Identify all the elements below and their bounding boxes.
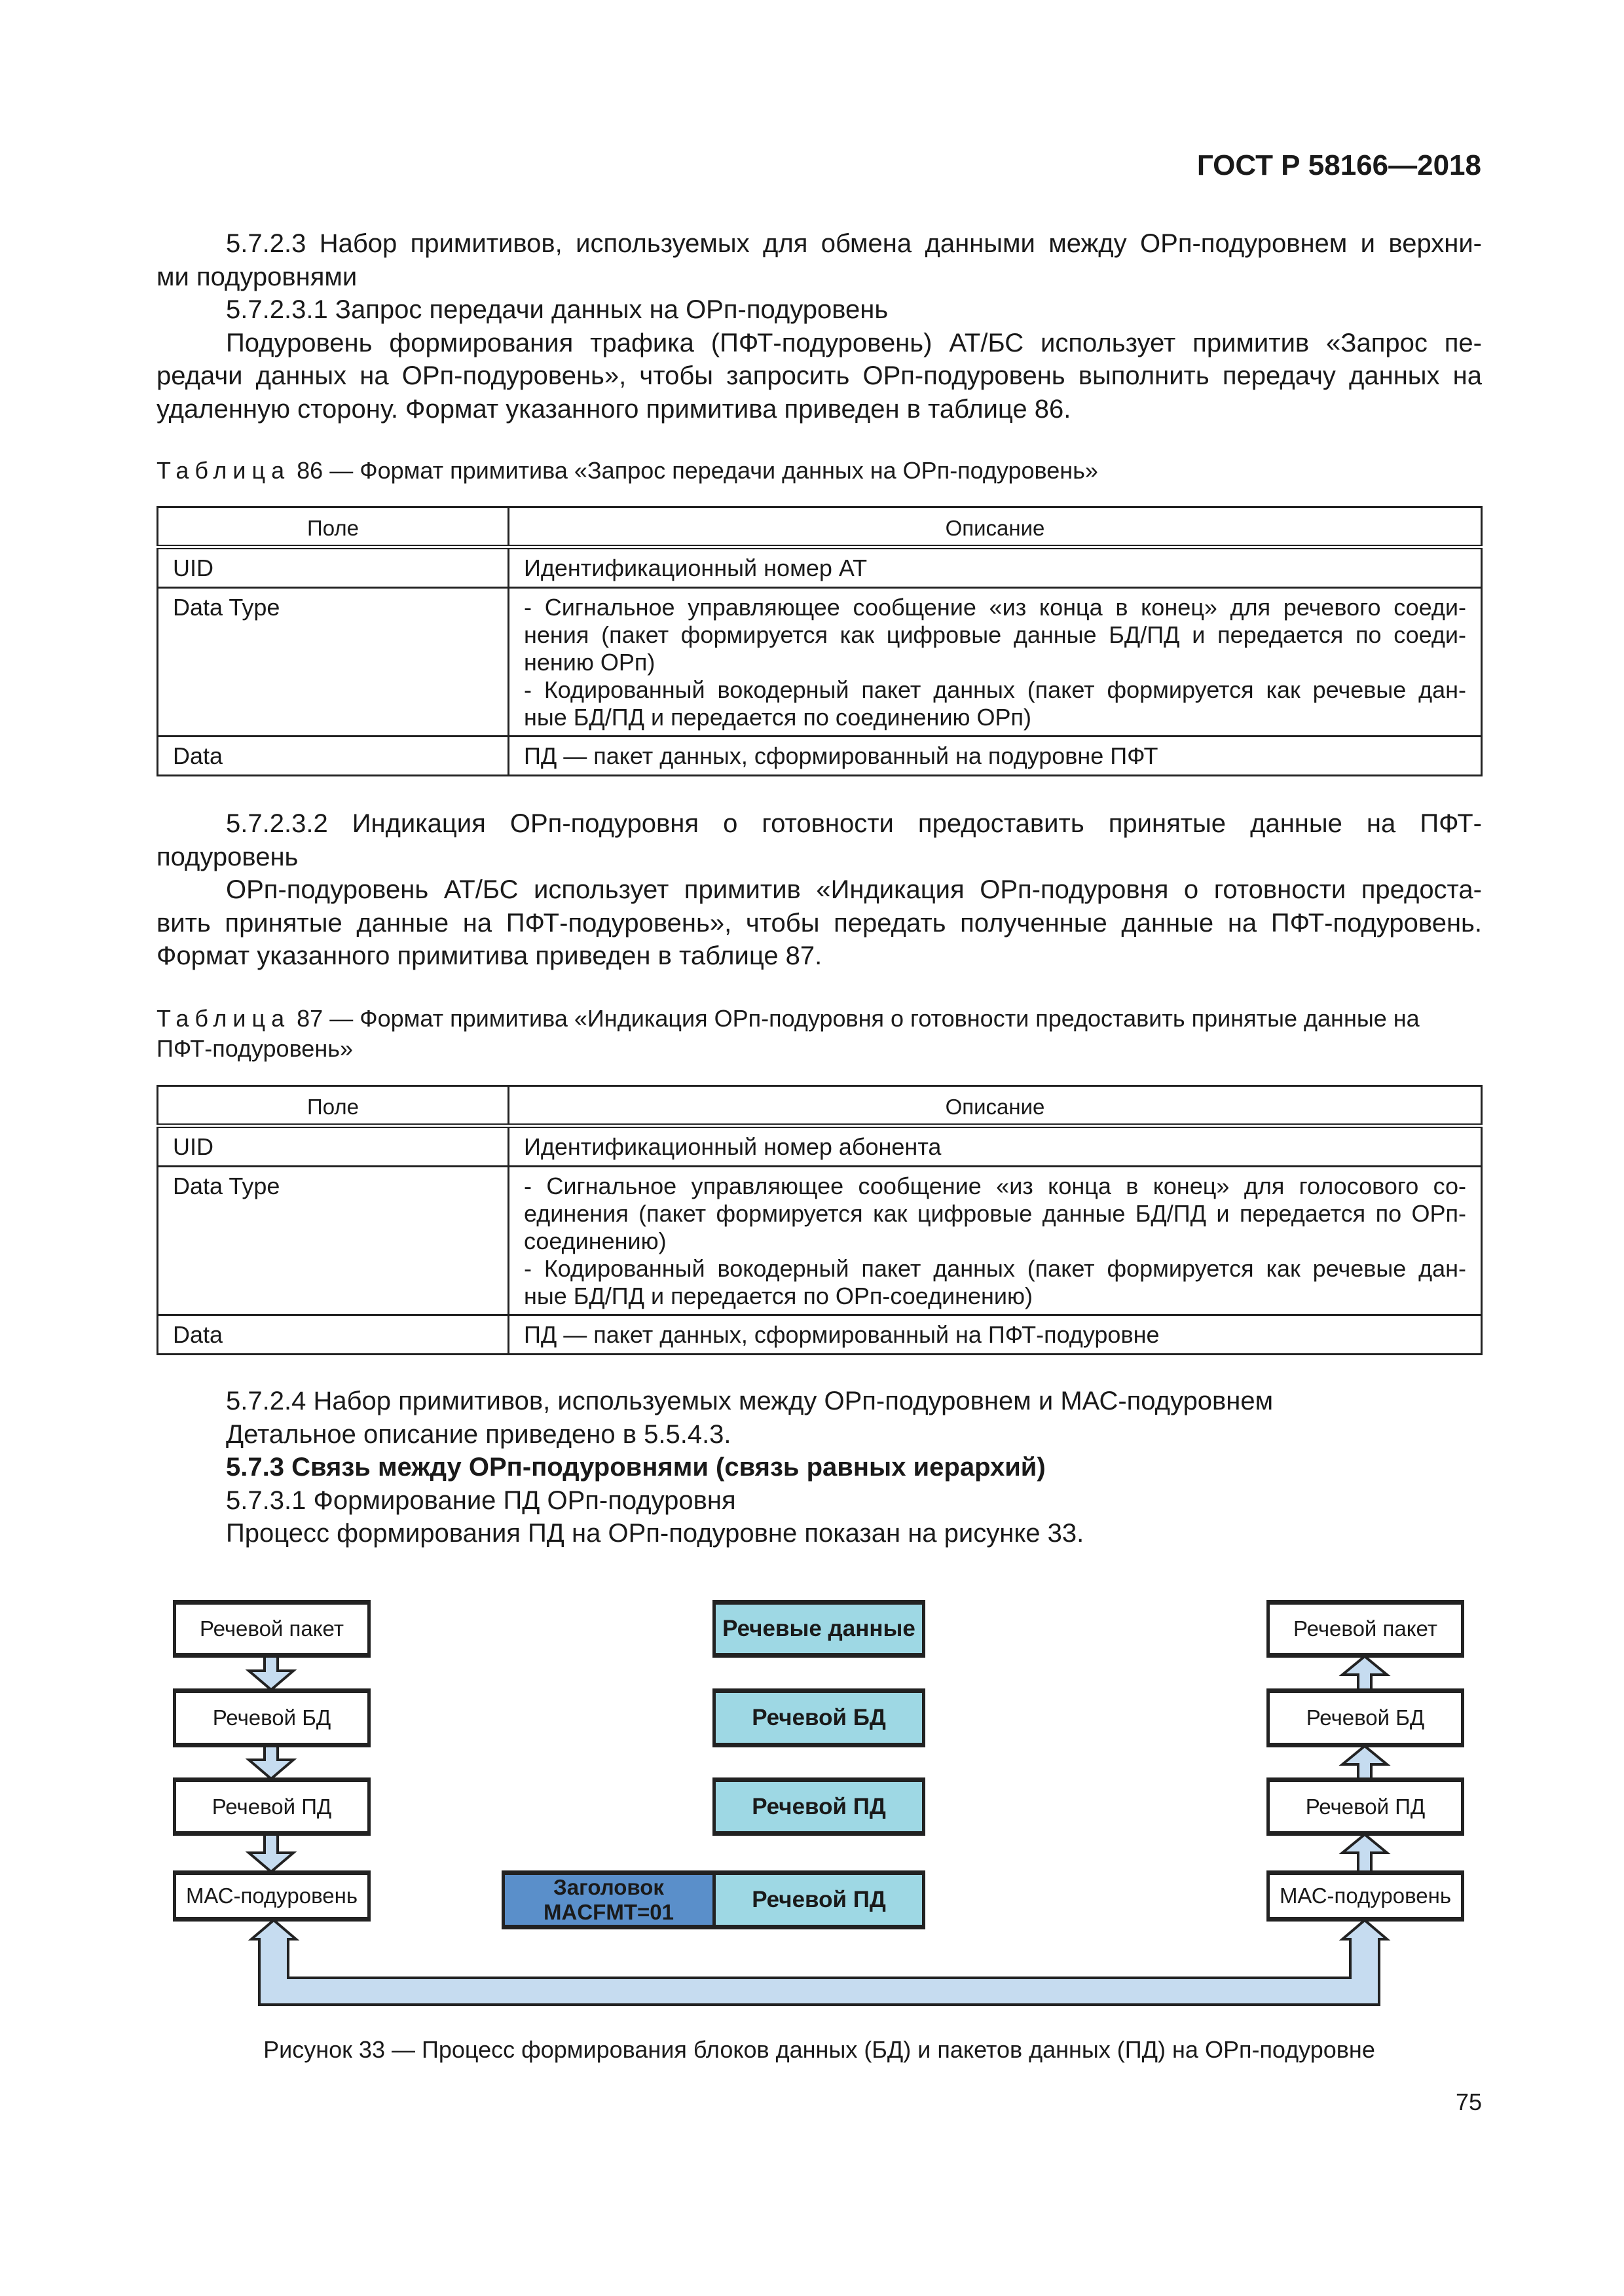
peer-connection-arrow (251, 1920, 1387, 2005)
description-line: Идентификационный номер АТ (524, 555, 868, 581)
arrow-up-icon (1342, 1656, 1387, 1690)
caption-text: 86 — Формат примитива «Запрос передачи данных на ОРп-подуровень» (290, 457, 1098, 484)
field-cell: Data Type (158, 1167, 509, 1315)
text-line: 5.7.3.1 Формирование ПД ОРп-подуровня (226, 1485, 736, 1515)
description-line: ные БД/ПД и передается по соединению ОРп) (524, 704, 1032, 731)
right-voice-packet-box: Речевой пакет (1266, 1600, 1464, 1658)
description-line: Идентификационный номер абонента (524, 1133, 942, 1160)
description-line: единения (пакет формируется как цифровые данные БД/ПД и передается по ОРп- (524, 1200, 1466, 1227)
field-cell: UID (158, 547, 509, 588)
description-line: - Кодированный вокодерный пакет данных (пакет формируется как речевые дан- (524, 676, 1466, 703)
arrow-up-icon (1342, 1746, 1387, 1779)
description-line: соединению) (524, 1228, 667, 1254)
description-line: нения (пакет формируется как цифровые данные БД/ПД и передается по соеди- (524, 621, 1466, 648)
mac-header-box (502, 1870, 716, 1929)
description-line: нению ОРп) (524, 649, 655, 676)
macfmt-label: MACFMT=01 (544, 1900, 674, 1924)
right-voice-pd-box: Речевой ПД (1266, 1777, 1464, 1836)
text-line: 5.7.2.4 Набор примитивов, используемых между ОРп-подуровнем и МАС-подуровнем (226, 1387, 1274, 1415)
left-mac-sublayer-box: МАС-подуровень (173, 1870, 371, 1922)
text-line: Формат указанного примитива приведен в таблице 87. (157, 941, 822, 970)
column-header: Описание (509, 507, 1482, 547)
caption-label: Таблица (157, 1005, 291, 1032)
description-line: ПД — пакет данных, сформированный на ПФТ-подуровне (524, 1321, 1160, 1348)
text-line: подуровень (157, 842, 299, 871)
right-mac-sublayer-box: МАС-подуровень (1266, 1870, 1464, 1922)
column-header: Описание (509, 1086, 1482, 1126)
caption-text: 87 — Формат примитива «Индикация ОРп-подуровня о готовности предоставить принятые данные на (290, 1005, 1420, 1032)
field-cell: Data (158, 737, 509, 776)
description-line: ПД — пакет данных, сформированный на подуровне ПФТ (524, 742, 1158, 769)
caption-label: Таблица (157, 457, 291, 484)
field-cell: Data (158, 1315, 509, 1355)
description-line: - Сигнальное управляющее сообщение «из конца в конец» для речевого соеди- (524, 594, 1466, 621)
text-line: Процесс формирования ПД на ОРп-подуровне показан на рисунке 33. (226, 1519, 1084, 1548)
arrow-up-icon (1342, 1834, 1387, 1872)
field-cell: UID (158, 1126, 509, 1167)
text-line: удаленную сторону. Формат указанного примитива приведен в таблице 86. (157, 394, 1071, 424)
document-code: ГОСТ Р 58166—2018 (1196, 149, 1481, 181)
text-line: Детальное описание приведено в 5.5.4.3. (226, 1419, 731, 1449)
left-voice-pd-box: Речевой ПД (173, 1777, 371, 1836)
column-header: Поле (158, 507, 509, 547)
description-line: - Кодированный вокодерный пакет данных (пакет формируется как речевые дан- (524, 1255, 1466, 1282)
text-line: 5.7.2.3.1 Запрос передачи данных на ОРп-подуровень (226, 295, 889, 324)
description-line: - Сигнальное управляющее сообщение «из конца в конец» для голосового со- (524, 1173, 1466, 1199)
header-label: Заголовок (553, 1875, 664, 1899)
column-header: Поле (158, 1086, 509, 1126)
arrow-down-icon (249, 1656, 293, 1690)
text-line: 5.7.3 Связь между ОРп-подуровнями (связь равных иерархий) (226, 1453, 1046, 1482)
voice-pd-box: Речевой ПД (712, 1777, 925, 1836)
field-cell: Data Type (158, 588, 509, 737)
text-line: ОРп-подуровень АТ/БС использует примитив «Индикация ОРп-подуровня о готовности предоста- (226, 875, 1482, 904)
figure-caption: Рисунок 33 — Процесс формирования блоков данных (БД) и пакетов данных (ПД) на ОРп-подуровне (263, 2036, 1375, 2063)
text-line: редачи данных на ОРп-подуровень», чтобы запросить ОРп-подуровень выполнить передачу данных на (157, 361, 1482, 390)
caption-text-line2: ПФТ-подуровень» (157, 1035, 353, 1062)
text-line: 5.7.2.3.2 Индикация ОРп-подуровня о готовности предоставить принятые данные на ПФТ- (226, 809, 1482, 838)
left-voice-packet-box: Речевой пакет (173, 1600, 371, 1658)
mac-voice-pd-box: Речевой ПД (712, 1870, 925, 1929)
voice-bd-box: Речевой БД (712, 1688, 925, 1747)
voice-data-box: Речевые данные (712, 1600, 925, 1658)
text-line: ми подуровнями (157, 262, 358, 291)
left-voice-bd-box: Речевой БД (173, 1688, 371, 1747)
arrow-down-icon (249, 1834, 293, 1872)
text-line: 5.7.2.3 Набор примитивов, используемых для обмена данными между ОРп-подуровнем и верхни- (226, 229, 1482, 258)
description-line: ные БД/ПД и передается по ОРп-соединению) (524, 1283, 1033, 1309)
text-line: Подуровень формирования трафика (ПФТ-подуровень) АТ/БС использует примитив «Запрос пе- (226, 328, 1482, 357)
text-line: вить принятые данные на ПФТ-подуровень», чтобы передать полученные данные на ПФТ-подуровень. (157, 908, 1482, 938)
page-number: 75 (1455, 2088, 1482, 2115)
right-voice-bd-box: Речевой БД (1266, 1688, 1464, 1747)
arrow-down-icon (249, 1746, 293, 1779)
